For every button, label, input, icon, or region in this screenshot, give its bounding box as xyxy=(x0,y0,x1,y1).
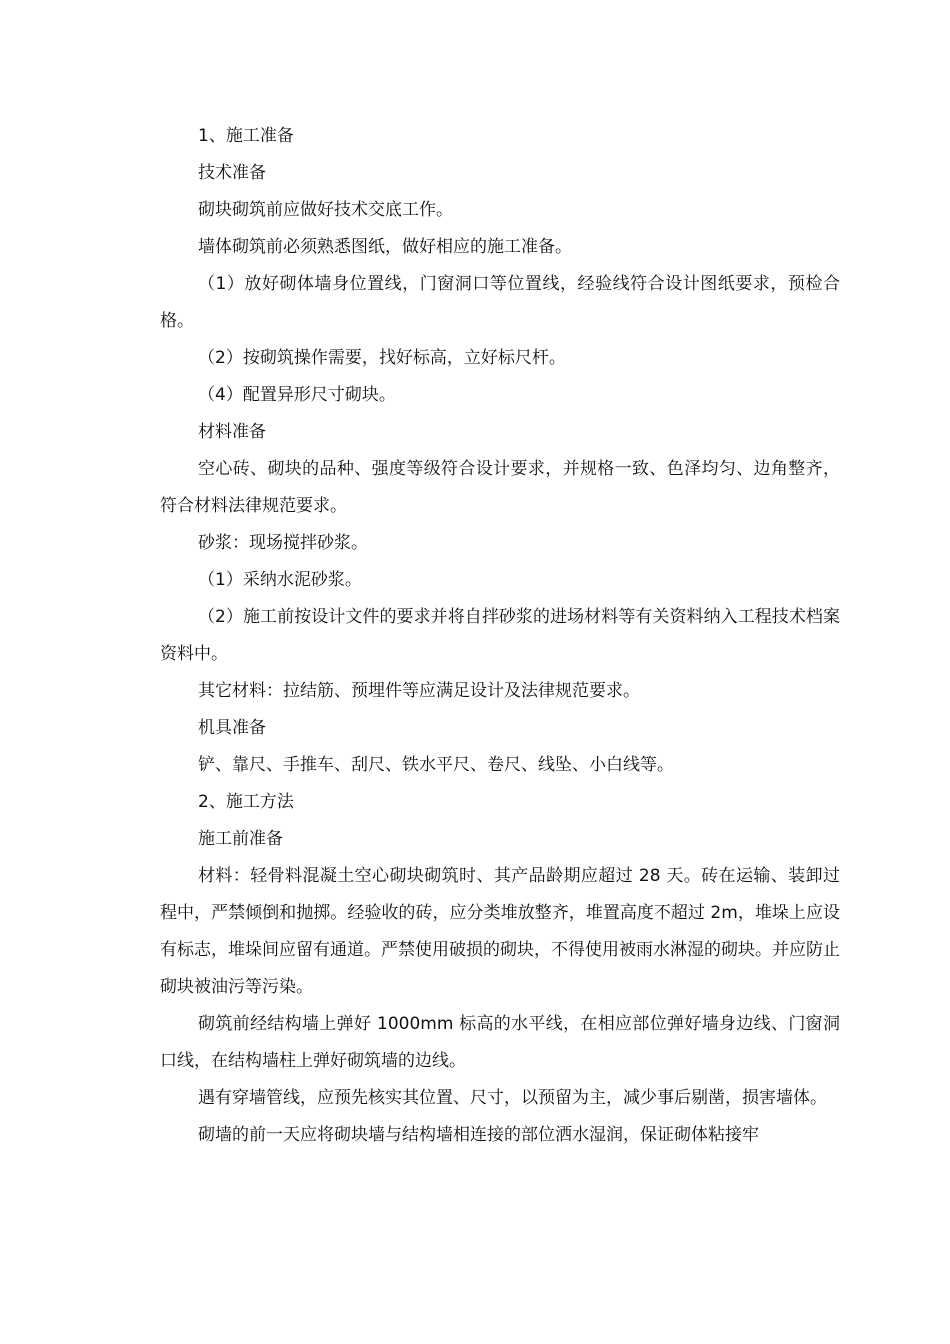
subheading-pre-construction: 施工前准备 xyxy=(198,829,283,849)
section-heading-preparation: 1、施工准备 xyxy=(198,126,294,146)
subheading-tool-preparation: 机具准备 xyxy=(198,718,266,738)
paragraph: （1）放好砌体墙身位置线，门窗洞口等位置线，经验线符合设计图纸要求，预检合格。 xyxy=(160,274,840,331)
subheading-technical-preparation: 技术准备 xyxy=(198,163,266,183)
paragraph: （4）配置异形尺寸砌块。 xyxy=(198,385,396,405)
paragraph: （2）施工前按设计文件的要求并将自拌砂浆的进场材料等有关资料纳入工程技术档案资料中。 xyxy=(160,607,840,664)
paragraph: 砌墙的前一天应将砌块墙与结构墙相连接的部位洒水湿润，保证砌体粘接牢 xyxy=(198,1125,759,1145)
paragraph: （1）采纳水泥砂浆。 xyxy=(198,570,362,590)
paragraph: 砌块砌筑前应做好技术交底工作。 xyxy=(198,200,453,220)
paragraph: 砌筑前经结构墙上弹好 1000mm 标高的水平线，在相应部位弹好墙身边线、门窗洞口线，在结构墙柱上弹好砌筑墙的边线。 xyxy=(160,1014,840,1071)
subheading-material-preparation: 材料准备 xyxy=(198,422,266,442)
paragraph: 砂浆：现场搅拌砂浆。 xyxy=(198,533,368,553)
paragraph: （2）按砌筑操作需要，找好标高，立好标尺杆。 xyxy=(198,348,566,368)
section-heading-method: 2、施工方法 xyxy=(198,792,294,812)
paragraph: 空心砖、砌块的品种、强度等级符合设计要求，并规格一致、色泽均匀、边角整齐，符合材料法律规范要求。 xyxy=(160,459,840,516)
paragraph: 材料：轻骨料混凝土空心砌块砌筑时、其产品龄期应超过 28 天。砖在运输、装卸过程中，严禁倾倒和抛掷。经验收的砖，应分类堆放整齐，堆置高度不超过 2m，堆垛上应设有标志，堆垛间应留有通道。严禁使用破损的砌块，不得使用被雨水淋湿的砌块。并应防止砌块被油污等污染。 xyxy=(160,866,840,997)
paragraph: 其它材料：拉结筋、预埋件等应满足设计及法律规范要求。 xyxy=(198,681,640,701)
paragraph: 铲、靠尺、手推车、刮尺、铁水平尺、卷尺、线坠、小白线等。 xyxy=(198,755,674,775)
paragraph: 遇有穿墙管线，应预先核实其位置、尺寸，以预留为主，减少事后剔凿，损害墙体。 xyxy=(198,1088,827,1108)
document-body xyxy=(160,118,840,1154)
paragraph: 墙体砌筑前必须熟悉图纸，做好相应的施工准备。 xyxy=(198,237,572,257)
